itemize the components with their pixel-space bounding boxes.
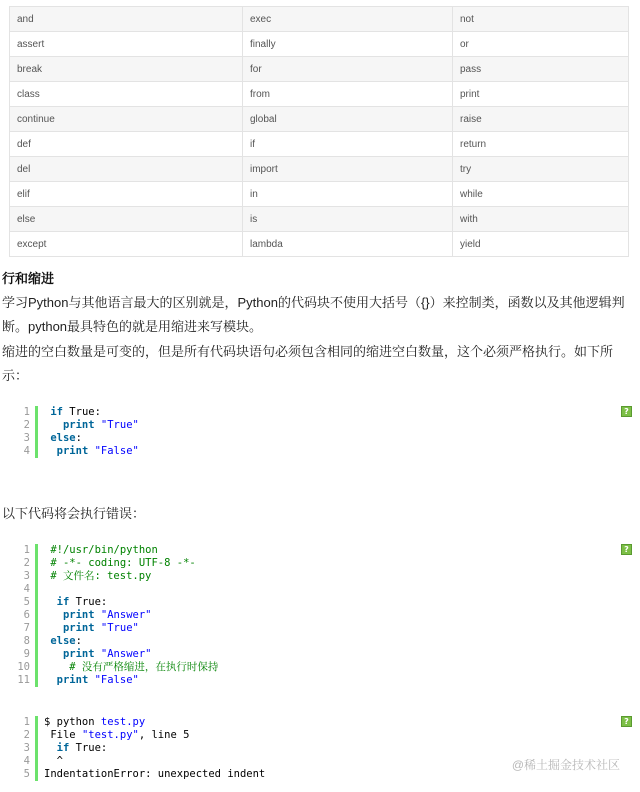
code-token (44, 596, 57, 608)
keyword-cell: in (243, 182, 453, 207)
code-text (38, 755, 63, 768)
code-text (38, 419, 139, 432)
keyword-cell: with (453, 207, 629, 232)
code-token: print (62, 609, 95, 621)
keyword-table (9, 6, 629, 257)
table-row (10, 57, 629, 82)
code-line (8, 648, 636, 661)
code-token: "True" (100, 622, 139, 634)
line-number: 4 (8, 583, 38, 596)
code-token: "False" (94, 674, 139, 686)
code-token (44, 648, 63, 660)
code-token: # 没有严格缩进，在执行时保持 (44, 661, 219, 673)
code-line (8, 596, 636, 609)
code-token: if (56, 596, 70, 608)
help-icon[interactable]: ? (621, 716, 632, 727)
code-text (38, 596, 107, 609)
code-text (38, 622, 139, 635)
keyword-cell: not (453, 7, 629, 32)
code-token: print (56, 674, 89, 686)
line-number: 11 (8, 674, 38, 687)
keyword-cell: class (10, 82, 243, 107)
keyword-cell: assert (10, 32, 243, 57)
code-token (44, 445, 57, 457)
code-line (8, 570, 636, 583)
keyword-cell: while (453, 182, 629, 207)
code-token (44, 622, 63, 634)
keyword-cell: for (243, 57, 453, 82)
code-token: "Answer" (100, 609, 152, 621)
keyword-cell: elif (10, 182, 243, 207)
code-token: ^ (44, 755, 63, 767)
keyword-cell: import (243, 157, 453, 182)
code-line (8, 583, 636, 596)
keyword-cell: except (10, 232, 243, 257)
code-token: True: (69, 742, 108, 754)
code-token: test.py (100, 716, 146, 728)
line-number: 7 (8, 622, 38, 635)
code-text (38, 432, 82, 445)
help-icon[interactable]: ? (621, 544, 632, 555)
keyword-cell: from (243, 82, 453, 107)
code-token: print (62, 419, 95, 431)
code-line (8, 544, 636, 557)
table-row (10, 182, 629, 207)
code-token: $ python (44, 716, 101, 728)
code-text (38, 648, 151, 661)
code-token: , line 5 (138, 729, 190, 741)
code-token: else (50, 635, 76, 647)
code-line (8, 674, 636, 687)
code-text (38, 742, 107, 755)
line-number: 2 (8, 729, 38, 742)
code-line (8, 661, 636, 674)
code-token: print (62, 622, 95, 634)
table-row (10, 107, 629, 132)
line-number: 2 (8, 419, 38, 432)
keyword-cell: else (10, 207, 243, 232)
keyword-cell: pass (453, 57, 629, 82)
error-intro-paragraph: 以下代码将会执行错误： (2, 506, 146, 521)
keyword-cell: is (243, 207, 453, 232)
table-row (10, 132, 629, 157)
code-line (8, 445, 636, 458)
code-token: if (56, 742, 70, 754)
line-number: 4 (8, 445, 38, 458)
keyword-cell: break (10, 57, 243, 82)
keyword-cell: def (10, 132, 243, 157)
watermark: @稀土掘金技术社区 (511, 758, 620, 772)
code-token: "True" (100, 419, 139, 431)
code-token: "test.py" (81, 729, 139, 741)
code-line (8, 432, 636, 445)
line-number: 3 (8, 742, 38, 755)
line-number: 8 (8, 635, 38, 648)
code-token: "Answer" (100, 648, 152, 660)
code-line (8, 406, 636, 419)
help-icon[interactable]: ? (621, 406, 632, 417)
code-token (44, 674, 57, 686)
intro-paragraph: 学习Python与其他语言最大的区别就是，Python的代码块不使用大括号（{}）来控制类，函数以及其他逻辑判断。python最具特色的就是用缩进来写模块。 (2, 295, 625, 334)
code-text (38, 583, 44, 596)
code-line (8, 716, 636, 729)
indent-paragraph: 缩进的空白数量是可变的，但是所有代码块语句必须包含相同的缩进空白数量，这个必须严格执行。如下所示： (2, 344, 614, 383)
code-text (38, 544, 158, 557)
keyword-cell: and (10, 7, 243, 32)
line-number: 4 (8, 755, 38, 768)
code-line (8, 609, 636, 622)
code-token: IndentationError: unexpected indent (44, 768, 266, 780)
table-row (10, 207, 629, 232)
code-line (8, 622, 636, 635)
code-token: : (75, 635, 82, 647)
keyword-cell: lambda (243, 232, 453, 257)
section-title: 行和缩进 (2, 271, 55, 286)
line-number: 6 (8, 609, 38, 622)
code-line (8, 742, 636, 755)
code-block-error-example (8, 544, 636, 687)
code-token: "False" (94, 445, 139, 457)
code-text (38, 445, 139, 458)
table-row (10, 32, 629, 57)
code-text (38, 557, 196, 570)
code-line (8, 635, 636, 648)
table-row (10, 7, 629, 32)
code-token: print (62, 648, 95, 660)
keyword-cell: try (453, 157, 629, 182)
code-token: else (50, 432, 76, 444)
keyword-cell: or (453, 32, 629, 57)
keyword-cell: print (453, 82, 629, 107)
code-text (38, 661, 218, 674)
table-row (10, 232, 629, 257)
keyword-cell: del (10, 157, 243, 182)
code-token (44, 742, 57, 754)
code-token: if (50, 406, 63, 418)
code-token: File (44, 729, 82, 741)
code-token: # -*- coding: UTF-8 -*- (44, 557, 196, 569)
code-text (38, 635, 82, 648)
line-number: 5 (8, 596, 38, 609)
table-row (10, 157, 629, 182)
code-text (38, 768, 265, 781)
line-number: 10 (8, 661, 38, 674)
code-line (8, 557, 636, 570)
code-text (38, 570, 151, 583)
code-token: #!/usr/bin/python (44, 544, 158, 556)
code-token: True: (69, 596, 108, 608)
keyword-cell: finally (243, 32, 453, 57)
code-token: # 文件名: test.py (44, 570, 152, 582)
keyword-cell: continue (10, 107, 243, 132)
code-token: : (75, 432, 82, 444)
keyword-cell: exec (243, 7, 453, 32)
keyword-cell: return (453, 132, 629, 157)
code-text (38, 674, 139, 687)
code-token (44, 609, 63, 621)
code-token (44, 419, 63, 431)
keyword-cell: if (243, 132, 453, 157)
line-number: 2 (8, 557, 38, 570)
code-token: print (56, 445, 89, 457)
code-text (38, 729, 189, 742)
line-number: 9 (8, 648, 38, 661)
code-text (38, 716, 145, 729)
code-text (38, 406, 101, 419)
code-token: True: (62, 406, 101, 418)
line-number: 1 (8, 544, 38, 557)
code-block-indent-example (8, 406, 636, 458)
line-number: 1 (8, 406, 38, 419)
code-text (38, 609, 151, 622)
line-number: 3 (8, 570, 38, 583)
table-row (10, 82, 629, 107)
keyword-cell: global (243, 107, 453, 132)
line-number: 1 (8, 716, 38, 729)
line-number: 5 (8, 768, 38, 781)
code-line (8, 729, 636, 742)
line-number: 3 (8, 432, 38, 445)
code-line (8, 419, 636, 432)
keyword-cell: raise (453, 107, 629, 132)
keyword-cell: yield (453, 232, 629, 257)
